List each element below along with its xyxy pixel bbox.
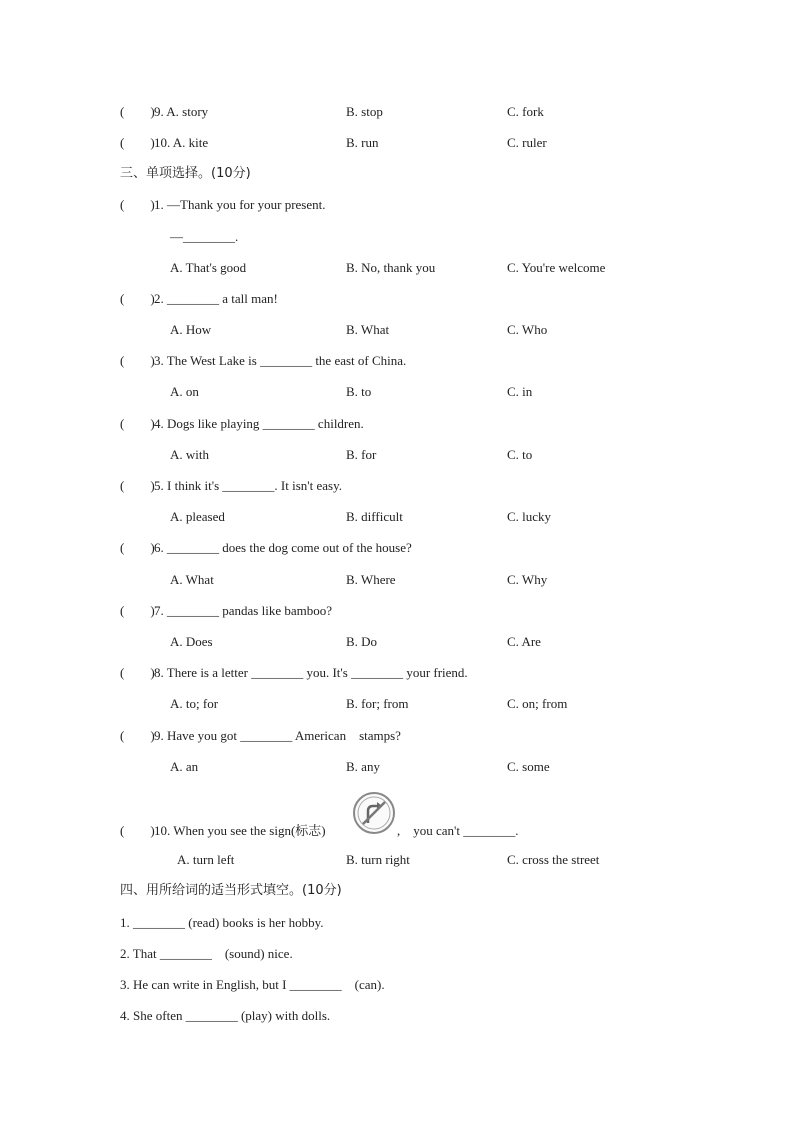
option-b: B. difficult bbox=[346, 509, 403, 524]
option-b: B. any bbox=[346, 759, 380, 774]
answer-blank[interactable]: ( ) bbox=[120, 291, 155, 306]
answer-blank[interactable]: ( ) bbox=[120, 665, 155, 680]
option-b: B. What bbox=[346, 322, 390, 337]
fill-in-item: 2. That ________ (sound) nice. bbox=[120, 946, 293, 961]
answer-blank[interactable]: ( ) bbox=[120, 603, 155, 618]
option-a: A. on bbox=[170, 384, 199, 399]
question-stem: 7. ________ pandas like bamboo? bbox=[154, 603, 332, 618]
option-c: C. lucky bbox=[507, 509, 552, 524]
answer-blank[interactable]: ( ) bbox=[120, 104, 155, 119]
reply-line: —________. bbox=[170, 229, 239, 244]
option-b: B. No, thank you bbox=[346, 260, 436, 275]
answer-blank[interactable]: ( ) bbox=[120, 728, 155, 743]
option-a: A. turn left bbox=[177, 852, 235, 867]
option-b: B. turn right bbox=[346, 852, 410, 867]
fill-in-item: 3. He can write in English, but I ________ (can). bbox=[120, 977, 385, 992]
section-heading: 三、单项选择。(10分) bbox=[120, 166, 251, 181]
question-stem: 6. ________ does the dog come out of the house? bbox=[154, 540, 412, 555]
question-stem: 3. The West Lake is ________ the east of China. bbox=[154, 353, 407, 368]
option-a: A. Does bbox=[170, 634, 213, 649]
answer-blank[interactable]: ( ) bbox=[120, 197, 155, 212]
option-b: B. run bbox=[346, 135, 379, 150]
question-stem: 8. There is a letter ________ you. It's ________ your friend. bbox=[154, 665, 468, 680]
option-c: C. cross the street bbox=[507, 852, 600, 867]
option-c: C. on; from bbox=[507, 696, 568, 711]
option-a: A. pleased bbox=[170, 509, 225, 524]
option-c: C. ruler bbox=[507, 135, 547, 150]
answer-blank[interactable]: ( ) bbox=[120, 353, 155, 368]
option-b: B. stop bbox=[346, 104, 383, 119]
option-c: C. in bbox=[507, 384, 533, 399]
option-c: C. to bbox=[507, 447, 533, 462]
option-b: B. for bbox=[346, 447, 377, 462]
option-c: C. fork bbox=[507, 104, 544, 119]
option-a: A. What bbox=[170, 572, 214, 587]
option-c: C. some bbox=[507, 759, 550, 774]
fill-in-item: 1. ________ (read) books is her hobby. bbox=[120, 915, 324, 930]
option-c: C. Who bbox=[507, 322, 548, 337]
option-c: C. Are bbox=[507, 634, 541, 649]
answer-blank[interactable]: ( ) bbox=[120, 135, 155, 150]
question-stem: 10. When you see the sign(标志) bbox=[154, 823, 326, 838]
question-stem: 5. I think it's ________. It isn't easy. bbox=[154, 478, 342, 493]
fill-in-item: 4. She often ________ (play) with dolls. bbox=[120, 1008, 331, 1023]
option-c: C. Why bbox=[507, 572, 548, 587]
answer-blank[interactable]: ( ) bbox=[120, 478, 155, 493]
option-a: A. with bbox=[170, 447, 209, 462]
option-a: A. an bbox=[170, 759, 199, 774]
option-c: C. You're welcome bbox=[507, 260, 606, 275]
question-stem: 1. —Thank you for your present. bbox=[154, 197, 326, 212]
option-a: A. That's good bbox=[170, 260, 247, 275]
question-stem-tail: , you can't ________. bbox=[397, 823, 519, 838]
answer-blank[interactable]: ( ) bbox=[120, 823, 155, 838]
option-b: B. to bbox=[346, 384, 372, 399]
question-stem: 9. Have you got ________ American stamps? bbox=[154, 728, 401, 743]
section-heading: 四、用所给词的适当形式填空。(10分) bbox=[120, 883, 342, 898]
question-stem: 9. A. story bbox=[154, 104, 209, 119]
answer-blank[interactable]: ( ) bbox=[120, 540, 155, 555]
option-b: B. for; from bbox=[346, 696, 409, 711]
option-b: B. Do bbox=[346, 634, 378, 649]
question-stem: 2. ________ a tall man! bbox=[154, 291, 278, 306]
option-b: B. Where bbox=[346, 572, 396, 587]
question-stem: 10. A. kite bbox=[154, 135, 209, 150]
answer-blank[interactable]: ( ) bbox=[120, 416, 155, 431]
option-a: A. How bbox=[170, 322, 212, 337]
question-stem: 4. Dogs like playing ________ children. bbox=[154, 416, 364, 431]
no-right-turn-sign-icon bbox=[352, 791, 396, 835]
option-a: A. to; for bbox=[170, 696, 219, 711]
